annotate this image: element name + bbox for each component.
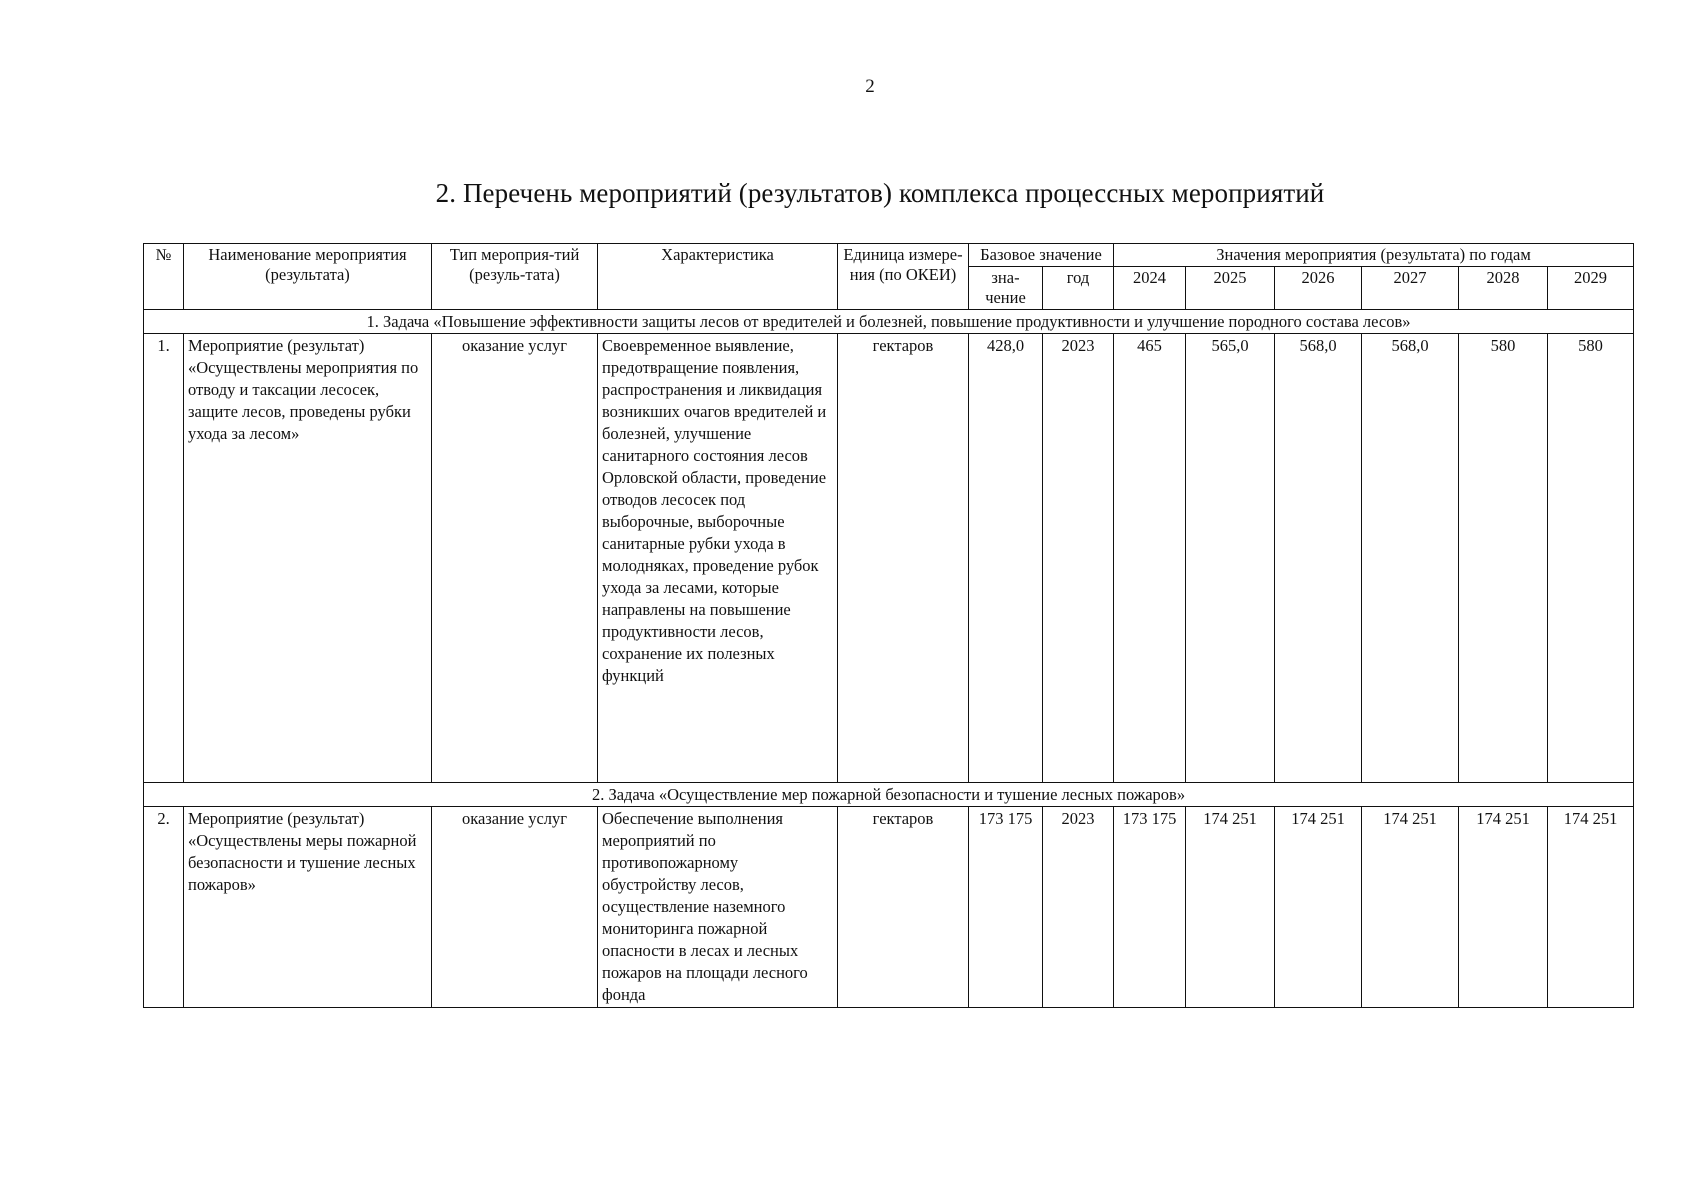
header-base-value: зна-чение [969, 267, 1043, 310]
header-values-by-year: Значения мероприятия (результата) по годам [1114, 244, 1634, 267]
row-characteristic: Своевременное выявление, предотвращение появления, распространения и ликвидация возникших очагов вредителей и болезней, улучшение санитарного состояния лесов Орловской области, проведение отводов лесосек под выборочные, выборочные санитарные рубки ухода в молодняках, проведение рубок ухода за лесами, которые направлены на повышение продуктивности лесов, сохранение их полезных функций [598, 334, 838, 783]
row-value: 174 251 [1548, 807, 1634, 1008]
row-name: Мероприятие (результат) «Осуществлены мероприятия по отводу и таксации лесосек, защите лесов, проведены рубки ухода за лесом» [184, 334, 432, 783]
header-num: № [144, 244, 184, 310]
row-num: 2. [144, 807, 184, 1008]
row-base-year: 2023 [1043, 334, 1114, 783]
document-title: 2. Перечень мероприятий (результатов) комплекса процессных мероприятий [435, 178, 1325, 208]
row-value: 580 [1548, 334, 1634, 783]
row-num: 1. [144, 334, 184, 783]
row-base-year: 2023 [1043, 807, 1114, 1008]
header-year: 2024 [1114, 267, 1186, 310]
header-name: Наименование мероприятия (результата) [184, 244, 432, 310]
row-value: 173 175 [1114, 807, 1186, 1008]
table-row [144, 807, 1634, 1008]
row-base-value: 428,0 [969, 334, 1043, 783]
header-characteristic: Характеристика [598, 244, 838, 310]
row-unit: гектаров [838, 807, 969, 1008]
header-base-year: год [1043, 267, 1114, 310]
row-name: Мероприятие (результат) «Осуществлены меры пожарной безопасности и тушение лесных пожаров» [184, 807, 432, 1008]
task-title: 1. Задача «Повышение эффективности защиты лесов от вредителей и болезней, повышение продуктивности и улучшение породного состава лесов» [144, 310, 1634, 334]
header-year: 2028 [1459, 267, 1548, 310]
row-type: оказание услуг [432, 807, 598, 1008]
header-year: 2027 [1362, 267, 1459, 310]
row-value: 580 [1459, 334, 1548, 783]
header-type: Тип мероприя-тий (резуль-тата) [432, 244, 598, 310]
row-unit: гектаров [838, 334, 969, 783]
header-year: 2029 [1548, 267, 1634, 310]
row-base-value: 173 175 [969, 807, 1043, 1008]
row-value: 174 251 [1459, 807, 1548, 1008]
row-value: 568,0 [1275, 334, 1362, 783]
header-year: 2026 [1275, 267, 1362, 310]
task-row [144, 783, 1634, 807]
page-number: 2 [865, 76, 875, 97]
row-value: 174 251 [1362, 807, 1459, 1008]
table-row [144, 334, 1634, 783]
header-base: Базовое значение [969, 244, 1114, 267]
task-title: 2. Задача «Осуществление мер пожарной безопасности и тушение лесных пожаров» [144, 783, 1634, 807]
row-value: 174 251 [1186, 807, 1275, 1008]
task-row [144, 310, 1634, 334]
header-unit: Единица измере-ния (по ОКЕИ) [838, 244, 969, 310]
row-value: 568,0 [1362, 334, 1459, 783]
table-header-row [144, 244, 1634, 267]
activities-table [143, 243, 1634, 1008]
row-characteristic: Обеспечение выполнения мероприятий по противопожарному обустройству лесов, осуществление наземного мониторинга пожарной опасности в лесах и лесных пожаров на площади лесного фонда [598, 807, 838, 1008]
row-value: 174 251 [1275, 807, 1362, 1008]
row-value: 465 [1114, 334, 1186, 783]
row-value: 565,0 [1186, 334, 1275, 783]
row-type: оказание услуг [432, 334, 598, 783]
header-year: 2025 [1186, 267, 1275, 310]
